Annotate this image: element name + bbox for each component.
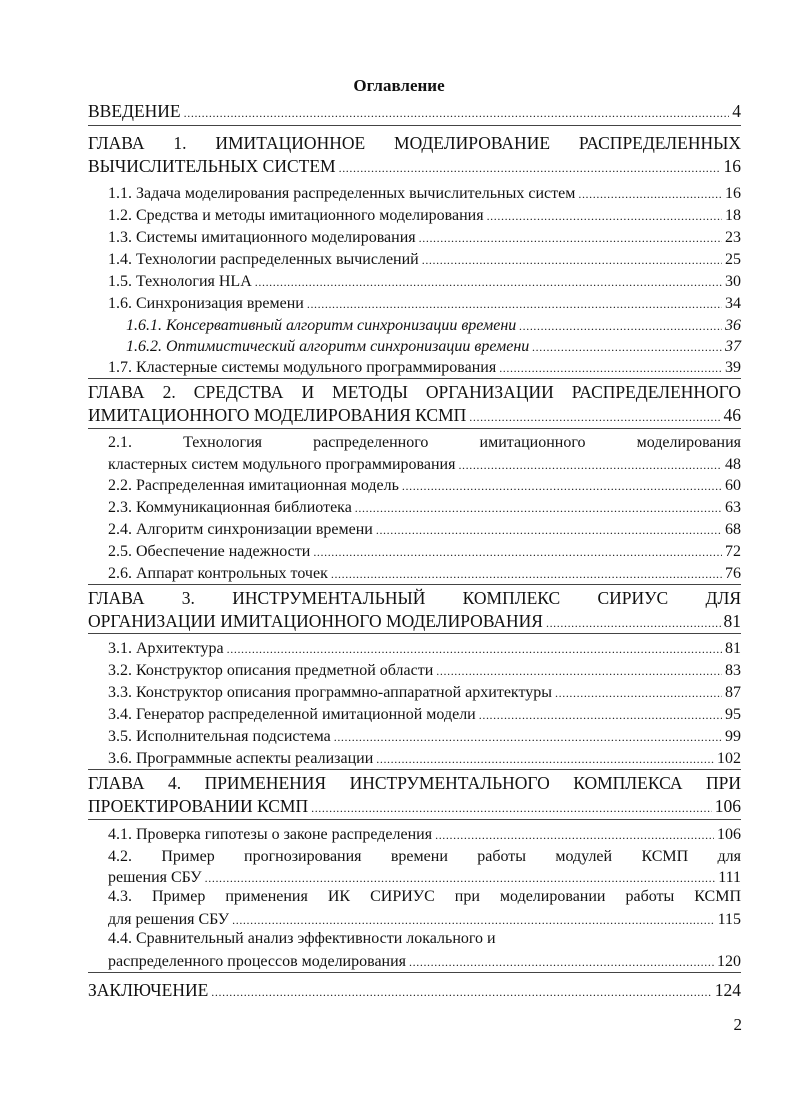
leader-dots	[211, 982, 711, 1002]
toc-entry-page: 48	[725, 456, 741, 473]
toc-entry-text: кластерных систем модульного программирования	[108, 456, 456, 473]
leader-dots	[331, 564, 722, 584]
leader-dots	[376, 749, 714, 769]
toc-entry-page: 68	[725, 521, 741, 538]
leader-dots	[227, 639, 722, 659]
leader-dots	[499, 358, 722, 378]
leader-dots	[205, 868, 716, 888]
divider	[88, 125, 741, 126]
toc-entry-page: 120	[717, 953, 741, 970]
toc-entry	[108, 520, 741, 540]
leader-dots	[355, 498, 722, 518]
toc-entry-text: решения СБУ	[108, 869, 202, 886]
leader-dots	[376, 520, 722, 540]
chapter-3-heading-line2	[88, 611, 741, 633]
toc-entry	[108, 206, 741, 226]
toc-entry-text: 1.6.2. Оптимистический алгоритм синхронизации времени	[126, 338, 530, 355]
divider	[88, 428, 741, 429]
toc-entry-text: 3.3. Конструктор описания программно-аппаратной архитектуры	[108, 684, 553, 701]
chapter-1-heading-line2	[88, 156, 741, 178]
toc-entry-page: 25	[725, 251, 741, 268]
divider	[88, 633, 741, 634]
leader-dots	[436, 661, 722, 681]
toc-entry-page: 81	[723, 611, 741, 631]
toc-entry-text: 2.6. Аппарат контрольных точек	[108, 565, 328, 582]
toc-entry-4-2-line2	[108, 868, 741, 888]
divider	[88, 378, 741, 379]
leader-dots	[313, 542, 722, 562]
toc-entry-text: 1.6.1. Консервативный алгоритм синхронизации времени	[126, 317, 517, 334]
toc-entry-text: 4.1. Проверка гипотезы о законе распределения	[108, 826, 433, 843]
toc-entry-page: 63	[725, 499, 741, 516]
divider	[88, 584, 741, 585]
toc-entry-page: 95	[725, 706, 741, 723]
toc-entry-text: ПРОЕКТИРОВАНИИ КСМП	[88, 796, 309, 816]
toc-entry-page: 39	[725, 359, 741, 376]
toc-entry-page: 115	[717, 911, 741, 928]
toc-entry	[108, 661, 741, 681]
leader-dots	[469, 407, 720, 427]
toc-entry-text: 3.5. Исполнительная подсистема	[108, 728, 331, 745]
toc-entry-text: ЗАКЛЮЧЕНИЕ	[88, 980, 209, 1000]
toc-entry	[108, 639, 741, 659]
toc-entry-page: 106	[717, 826, 741, 843]
toc-entry-4-2-line1: 4.2. Пример прогнозирования времени работы модулей КСМП для	[108, 848, 741, 865]
leader-dots	[435, 825, 714, 845]
toc-entry	[108, 542, 741, 562]
toc-entry	[108, 825, 741, 845]
toc-entry-text: ОРГАНИЗАЦИИ ИМИТАЦИОННОГО МОДЕЛИРОВАНИЯ	[88, 611, 543, 631]
toc-entry-page: 99	[725, 728, 741, 745]
toc-entry-2-1-line1: 2.1. Технология распределенного имитационного моделирования	[108, 434, 741, 451]
toc-entry-text: для решения СБУ	[108, 911, 230, 928]
toc-entry	[108, 727, 741, 747]
leader-dots	[232, 910, 714, 930]
toc-entry-text: 2.5. Обеспечение надежности	[108, 543, 311, 560]
page-number: 2	[733, 1015, 742, 1034]
toc-entry-2-1-line2	[108, 455, 741, 475]
toc-entry	[108, 749, 741, 769]
toc-entry-text: ВВЕДЕНИЕ	[88, 101, 181, 121]
toc-subentry	[126, 316, 741, 336]
toc-entry-page: 36	[725, 317, 741, 334]
toc-entry-page: 124	[714, 980, 741, 1000]
leader-dots	[532, 337, 722, 357]
leader-dots	[546, 613, 721, 633]
toc-entry	[108, 250, 741, 270]
toc-entry-page: 81	[725, 640, 741, 657]
leader-dots	[184, 103, 730, 123]
toc-entry-page: 60	[725, 477, 741, 494]
toc-entry-page: 34	[725, 295, 741, 312]
toc-entry-text: 2.4. Алгоритм синхронизации времени	[108, 521, 373, 538]
chapter-1-heading-line1: ГЛАВА 1. ИМИТАЦИОННОЕ МОДЕЛИРОВАНИЕ РАСПРЕДЕЛЕННЫХ	[88, 133, 741, 153]
toc-entry-page: 46	[723, 405, 741, 425]
toc-entry-4-3-line1: 4.3. Пример применения ИК СИРИУС при моделировании работы КСМП	[108, 888, 741, 905]
toc-entry-page: 76	[725, 565, 741, 582]
chapter-3-heading-line1: ГЛАВА 3. ИНСТРУМЕНТАЛЬНЫЙ КОМПЛЕКС СИРИУС ДЛЯ	[88, 588, 741, 608]
leader-dots	[419, 228, 722, 248]
divider	[88, 972, 741, 973]
toc-entry-text: 3.6. Программные аспекты реализации	[108, 750, 374, 767]
toc-entry-text: 2.3. Коммуникационная библиотека	[108, 499, 352, 516]
toc-entry-page: 16	[723, 156, 741, 176]
chapter-2-heading-line1: ГЛАВА 2. СРЕДСТВА И МЕТОДЫ ОРГАНИЗАЦИИ РАСПРЕДЕЛЕННОГО	[88, 382, 741, 402]
leader-dots	[422, 250, 722, 270]
toc-entry-text: 1.3. Системы имитационного моделирования	[108, 229, 416, 246]
chapter-2-heading-line2	[88, 405, 741, 427]
toc-entry-page: 18	[725, 207, 741, 224]
toc-entry-text: 1.5. Технология HLA	[108, 273, 252, 290]
toc-entry-page: 83	[725, 662, 741, 679]
toc-title: Оглавление	[353, 76, 445, 95]
leader-dots	[578, 184, 722, 204]
divider	[88, 819, 741, 820]
toc-entry	[108, 705, 741, 725]
toc-entry-text: 2.2. Распределенная имитационная модель	[108, 477, 399, 494]
toc-entry	[108, 683, 741, 703]
toc-entry-4-4-line1: 4.4. Сравнительный анализ эффективности локального и	[108, 930, 496, 947]
toc-entry	[108, 184, 741, 204]
leader-dots	[479, 705, 722, 725]
toc-entry-page: 87	[725, 684, 741, 701]
toc-subentry	[126, 337, 741, 357]
toc-entry-intro	[88, 101, 741, 123]
toc-entry	[108, 476, 741, 496]
toc-entry	[108, 358, 741, 378]
leader-dots	[339, 158, 721, 178]
leader-dots	[311, 798, 712, 818]
toc-entry-page: 72	[725, 543, 741, 560]
toc-entry	[108, 564, 741, 584]
toc-entry-page: 23	[725, 229, 741, 246]
toc-entry-conclusion	[88, 980, 741, 1002]
chapter-4-heading-line2	[88, 796, 741, 818]
toc-entry	[108, 228, 741, 248]
toc-entry-page: 106	[714, 796, 741, 816]
leader-dots	[519, 316, 722, 336]
leader-dots	[402, 476, 722, 496]
chapter-4-heading-line1: ГЛАВА 4. ПРИМЕНЕНИЯ ИНСТРУМЕНТАЛЬНОГО КОМПЛЕКСА ПРИ	[88, 773, 741, 793]
toc-entry-text: распределенного процессов моделирования	[108, 953, 407, 970]
toc-entry-text: 1.6. Синхронизация времени	[108, 295, 304, 312]
toc-entry-text: ВЫЧИСЛИТЕЛЬНЫХ СИСТЕМ	[88, 156, 336, 176]
toc-entry	[108, 294, 741, 314]
toc-entry-page: 111	[718, 869, 741, 886]
toc-entry	[108, 498, 741, 518]
divider	[88, 769, 741, 770]
leader-dots	[255, 272, 722, 292]
toc-entry-text: 3.1. Архитектура	[108, 640, 224, 657]
toc-entry-text: 1.1. Задача моделирования распределенных вычислительных систем	[108, 185, 576, 202]
toc-entry-page: 30	[725, 273, 741, 290]
leader-dots	[458, 455, 722, 475]
leader-dots	[487, 206, 722, 226]
toc-entry-4-3-line2	[108, 910, 741, 930]
toc-entry-page: 37	[725, 338, 741, 355]
toc-entry-page: 102	[717, 750, 741, 767]
toc-entry-text: 1.4. Технологии распределенных вычислений	[108, 251, 419, 268]
leader-dots	[409, 952, 714, 972]
toc-entry-text: 3.4. Генератор распределенной имитационной модели	[108, 706, 476, 723]
toc-entry-text: 1.7. Кластерные системы модульного программирования	[108, 359, 497, 376]
leader-dots	[555, 683, 722, 703]
toc-entry-page: 4	[732, 101, 741, 121]
leader-dots	[307, 294, 722, 314]
toc-entry-text: 1.2. Средства и методы имитационного моделирования	[108, 207, 484, 224]
toc-entry-page: 16	[725, 185, 741, 202]
leader-dots	[334, 727, 722, 747]
toc-entry-text: 3.2. Конструктор описания предметной области	[108, 662, 434, 679]
toc-entry	[108, 272, 741, 292]
toc-entry-text: ИМИТАЦИОННОГО МОДЕЛИРОВАНИЯ КСМП	[88, 405, 467, 425]
toc-entry-4-4-line2	[108, 952, 741, 972]
